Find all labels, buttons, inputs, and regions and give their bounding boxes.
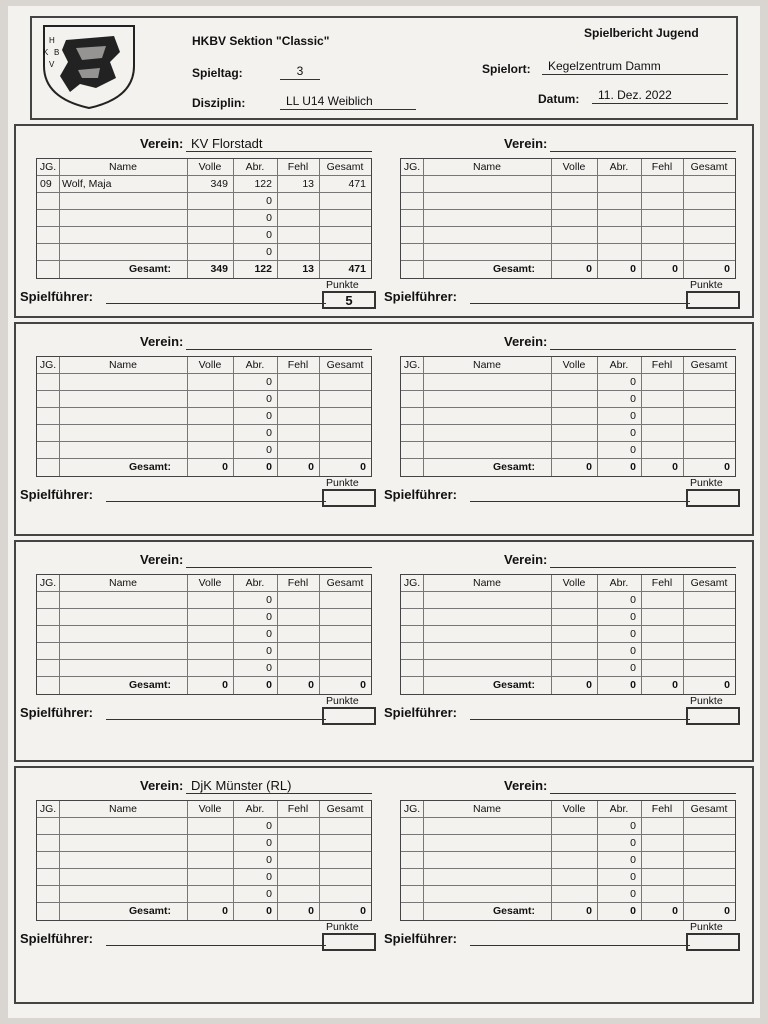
table-row-line xyxy=(37,192,371,193)
cell-abr[interactable]: 0 xyxy=(266,871,272,883)
logo-letter-k: K xyxy=(43,48,49,57)
verein-name-field[interactable] xyxy=(550,334,736,350)
punkte-label: Punkte xyxy=(326,477,359,489)
table-row-line xyxy=(401,591,735,592)
total-gesamt: 0 xyxy=(360,905,366,917)
total-volle: 0 xyxy=(586,679,592,691)
table-row-line xyxy=(401,659,735,660)
gesamt-row-label: Gesamt: xyxy=(129,679,172,691)
gesamt-row-label: Gesamt: xyxy=(493,461,536,473)
table-row-line xyxy=(37,260,371,261)
table-col-line xyxy=(683,357,684,476)
table-col-line xyxy=(551,357,552,476)
spielfuehrer-signature-line[interactable] xyxy=(470,945,690,946)
table-row-line xyxy=(37,676,371,677)
column-header-fehl: Fehl xyxy=(287,577,309,589)
table-row-line xyxy=(401,260,735,261)
column-header-name: Name xyxy=(472,577,501,589)
cell-abr[interactable]: 0 xyxy=(630,611,636,623)
table-row-line xyxy=(401,226,735,227)
table-row-line xyxy=(401,834,735,835)
spieltag-label: Spieltag: xyxy=(192,66,243,80)
cell-abr[interactable]: 0 xyxy=(630,594,636,606)
total-gesamt: 0 xyxy=(724,679,730,691)
table-row-line xyxy=(401,243,735,244)
spielfuehrer-label: Spielführer: xyxy=(384,705,457,720)
column-header-abr: Abr. xyxy=(609,577,629,589)
spielfuehrer-signature-line[interactable] xyxy=(106,303,326,304)
column-header-jg: JG. xyxy=(403,803,421,815)
verein-label: Verein: xyxy=(140,136,184,151)
verein-name-field[interactable]: KV Florstadt xyxy=(186,136,372,152)
column-header-fehl: Fehl xyxy=(287,161,309,173)
spielfuehrer-signature-line[interactable] xyxy=(106,945,326,946)
total-abr: 0 xyxy=(630,461,636,473)
punkte-box[interactable] xyxy=(686,291,740,309)
cell-abr[interactable]: 0 xyxy=(630,837,636,849)
table-col-line xyxy=(423,159,424,278)
punkte-label: Punkte xyxy=(326,921,359,933)
hkbv-logo xyxy=(36,22,141,110)
table-col-line xyxy=(59,801,60,920)
spielfuehrer-label: Spielführer: xyxy=(384,289,457,304)
spielfuehrer-label: Spielführer: xyxy=(20,487,93,502)
table-row-line xyxy=(401,373,735,374)
table-col-line xyxy=(59,575,60,694)
punkte-label: Punkte xyxy=(326,695,359,707)
verein-label: Verein: xyxy=(504,778,548,793)
cell-abr[interactable]: 0 xyxy=(630,628,636,640)
column-header-abr: Abr. xyxy=(245,161,265,173)
table-col-line xyxy=(641,801,642,920)
spieltag-value: 3 xyxy=(280,64,320,80)
total-abr: 0 xyxy=(266,679,272,691)
cell-abr[interactable]: 122 xyxy=(254,178,272,190)
total-fehl: 0 xyxy=(308,905,314,917)
column-header-jg: JG. xyxy=(403,577,421,589)
cell-jg[interactable]: 09 xyxy=(40,178,52,190)
table-row-line xyxy=(401,209,735,210)
cell-abr[interactable]: 0 xyxy=(266,888,272,900)
table-row-line xyxy=(37,243,371,244)
table-row-line xyxy=(37,625,371,626)
total-gesamt: 0 xyxy=(360,679,366,691)
table-col-line xyxy=(597,801,598,920)
total-gesamt: 0 xyxy=(724,905,730,917)
total-fehl: 0 xyxy=(672,461,678,473)
table-col-line xyxy=(187,801,188,920)
column-header-abr: Abr. xyxy=(609,161,629,173)
cell-abr[interactable]: 0 xyxy=(266,662,272,674)
cell-abr[interactable]: 0 xyxy=(630,820,636,832)
score-table xyxy=(36,356,372,477)
column-header-jg: JG. xyxy=(39,577,57,589)
punkte-box[interactable] xyxy=(322,489,376,507)
table-row-line xyxy=(37,226,371,227)
column-header-volle: Volle xyxy=(198,161,222,173)
table-row-line xyxy=(401,625,735,626)
table-col-line xyxy=(319,575,320,694)
column-header-volle: Volle xyxy=(562,577,586,589)
total-fehl: 0 xyxy=(672,263,678,275)
column-header-jg: JG. xyxy=(403,359,421,371)
table-row-line xyxy=(401,192,735,193)
table-col-line xyxy=(683,575,684,694)
table-col-line xyxy=(233,159,234,278)
table-col-line xyxy=(551,575,552,694)
header-title: HKBV Sektion "Classic" xyxy=(192,34,330,48)
table-col-line xyxy=(683,801,684,920)
disziplin-label: Disziplin: xyxy=(192,96,246,110)
gesamt-row-label: Gesamt: xyxy=(493,263,536,275)
table-row-line xyxy=(37,209,371,210)
spielfuehrer-label: Spielführer: xyxy=(384,931,457,946)
cell-abr[interactable]: 0 xyxy=(266,820,272,832)
total-abr: 122 xyxy=(254,263,272,275)
table-col-line xyxy=(551,801,552,920)
column-header-name: Name xyxy=(108,577,137,589)
column-header-name: Name xyxy=(108,161,137,173)
table-row-line xyxy=(37,424,371,425)
table-row-line xyxy=(37,458,371,459)
cell-fehl[interactable]: 13 xyxy=(302,178,314,190)
total-fehl: 13 xyxy=(302,263,314,275)
column-header-abr: Abr. xyxy=(245,803,265,815)
verein-name-field[interactable] xyxy=(550,136,736,152)
score-table xyxy=(400,158,736,279)
cell-abr[interactable]: 0 xyxy=(266,854,272,866)
table-col-line xyxy=(277,357,278,476)
total-volle: 0 xyxy=(222,679,228,691)
spielort-value: Kegelzentrum Damm xyxy=(542,59,728,75)
cell-abr[interactable]: 0 xyxy=(630,645,636,657)
table-col-line xyxy=(187,357,188,476)
total-volle: 0 xyxy=(586,905,592,917)
disziplin-value: LL U14 Weiblich xyxy=(280,94,416,110)
verein-name-field[interactable]: DjK Münster (RL) xyxy=(186,778,372,794)
cell-abr[interactable]: 0 xyxy=(266,645,272,657)
total-volle: 0 xyxy=(586,461,592,473)
verein-name-field[interactable] xyxy=(550,552,736,568)
punkte-box[interactable] xyxy=(322,933,376,951)
total-abr: 0 xyxy=(266,461,272,473)
section-box xyxy=(14,322,754,536)
column-header-volle: Volle xyxy=(562,161,586,173)
verein-label: Verein: xyxy=(140,334,184,349)
total-volle: 0 xyxy=(222,461,228,473)
score-table xyxy=(400,574,736,695)
table-row-line xyxy=(401,676,735,677)
cell-abr[interactable]: 0 xyxy=(266,444,272,456)
total-volle: 0 xyxy=(222,905,228,917)
table-col-line xyxy=(423,575,424,694)
column-header-jg: JG. xyxy=(403,161,421,173)
spielfuehrer-label: Spielführer: xyxy=(20,931,93,946)
column-header-fehl: Fehl xyxy=(287,803,309,815)
punkte-label: Punkte xyxy=(326,279,359,291)
punkte-box[interactable] xyxy=(686,489,740,507)
table-row-line xyxy=(37,851,371,852)
punkte-label: Punkte xyxy=(690,477,723,489)
spielfuehrer-signature-line[interactable] xyxy=(106,501,326,502)
punkte-box[interactable] xyxy=(686,933,740,951)
total-volle: 0 xyxy=(586,263,592,275)
column-header-fehl: Fehl xyxy=(287,359,309,371)
datum-label: Datum: xyxy=(538,92,580,106)
cell-abr[interactable]: 0 xyxy=(630,871,636,883)
table-col-line xyxy=(59,357,60,476)
score-table xyxy=(400,356,736,477)
column-header-fehl: Fehl xyxy=(651,577,673,589)
punkte-label: Punkte xyxy=(690,695,723,707)
table-row-line xyxy=(401,642,735,643)
table-col-line xyxy=(319,801,320,920)
cell-abr[interactable]: 0 xyxy=(266,376,272,388)
table-row-line xyxy=(37,390,371,391)
column-header-fehl: Fehl xyxy=(651,161,673,173)
table-row-line xyxy=(37,175,371,176)
punkte-label: Punkte xyxy=(690,279,723,291)
cell-volle[interactable]: 349 xyxy=(210,178,228,190)
table-row-line xyxy=(37,885,371,886)
column-header-gesamt: Gesamt xyxy=(690,577,728,589)
verein-name-field[interactable] xyxy=(550,778,736,794)
total-fehl: 0 xyxy=(308,679,314,691)
score-table xyxy=(400,800,736,921)
cell-gesamt[interactable]: 471 xyxy=(348,178,366,190)
cell-abr[interactable]: 0 xyxy=(266,410,272,422)
cell-abr[interactable]: 0 xyxy=(266,229,272,241)
logo-letter-h: H xyxy=(49,36,55,45)
spielfuehrer-signature-line[interactable] xyxy=(470,719,690,720)
verein-name-field[interactable] xyxy=(186,334,372,350)
cell-abr[interactable]: 0 xyxy=(630,888,636,900)
total-abr: 0 xyxy=(266,905,272,917)
table-row-line xyxy=(401,851,735,852)
section-box xyxy=(14,540,754,762)
column-header-jg: JG. xyxy=(39,161,57,173)
table-col-line xyxy=(233,357,234,476)
verein-label: Verein: xyxy=(504,552,548,567)
spielfuehrer-signature-line[interactable] xyxy=(470,501,690,502)
gesamt-row-label: Gesamt: xyxy=(493,679,536,691)
table-row-line xyxy=(401,868,735,869)
table-col-line xyxy=(597,575,598,694)
column-header-fehl: Fehl xyxy=(651,803,673,815)
table-row-line xyxy=(401,175,735,176)
total-fehl: 0 xyxy=(672,905,678,917)
total-gesamt: 471 xyxy=(348,263,366,275)
column-header-gesamt: Gesamt xyxy=(326,359,364,371)
table-row-line xyxy=(401,424,735,425)
table-row-line xyxy=(37,591,371,592)
column-header-name: Name xyxy=(472,359,501,371)
total-fehl: 0 xyxy=(308,461,314,473)
table-col-line xyxy=(641,357,642,476)
column-header-name: Name xyxy=(472,803,501,815)
cell-abr[interactable]: 0 xyxy=(630,393,636,405)
table-row-line xyxy=(401,902,735,903)
column-header-name: Name xyxy=(472,161,501,173)
table-row-line xyxy=(37,608,371,609)
cell-abr[interactable]: 0 xyxy=(630,376,636,388)
verein-label: Verein: xyxy=(504,334,548,349)
table-col-line xyxy=(641,159,642,278)
spielfuehrer-signature-line[interactable] xyxy=(470,303,690,304)
verein-label: Verein: xyxy=(140,778,184,793)
column-header-volle: Volle xyxy=(198,577,222,589)
punkte-box[interactable] xyxy=(686,707,740,725)
table-col-line xyxy=(187,575,188,694)
header-box xyxy=(30,16,738,120)
verein-label: Verein: xyxy=(140,552,184,567)
cell-name[interactable]: Wolf, Maja xyxy=(62,178,112,190)
cell-abr[interactable]: 0 xyxy=(630,662,636,674)
table-col-line xyxy=(187,159,188,278)
column-header-abr: Abr. xyxy=(609,803,629,815)
table-row-line xyxy=(37,441,371,442)
cell-abr[interactable]: 0 xyxy=(266,628,272,640)
column-header-gesamt: Gesamt xyxy=(326,803,364,815)
section-box xyxy=(14,124,754,318)
spielfuehrer-label: Spielführer: xyxy=(20,289,93,304)
column-header-volle: Volle xyxy=(562,359,586,371)
table-row-line xyxy=(401,458,735,459)
column-header-abr: Abr. xyxy=(609,359,629,371)
table-col-line xyxy=(597,159,598,278)
verein-name-field[interactable] xyxy=(186,552,372,568)
total-abr: 0 xyxy=(630,905,636,917)
table-col-line xyxy=(277,575,278,694)
score-table xyxy=(36,574,372,695)
column-header-gesamt: Gesamt xyxy=(690,803,728,815)
table-row-line xyxy=(401,817,735,818)
spielfuehrer-label: Spielführer: xyxy=(20,705,93,720)
table-col-line xyxy=(597,357,598,476)
spielfuehrer-signature-line[interactable] xyxy=(106,719,326,720)
column-header-gesamt: Gesamt xyxy=(690,161,728,173)
table-col-line xyxy=(423,357,424,476)
punkte-label: Punkte xyxy=(690,921,723,933)
score-table xyxy=(36,800,372,921)
table-row-line xyxy=(401,407,735,408)
total-fehl: 0 xyxy=(672,679,678,691)
table-col-line xyxy=(277,801,278,920)
table-row-line xyxy=(37,407,371,408)
column-header-name: Name xyxy=(108,359,137,371)
spielort-label: Spielort: xyxy=(482,62,531,76)
table-col-line xyxy=(641,575,642,694)
column-header-jg: JG. xyxy=(39,359,57,371)
column-header-volle: Volle xyxy=(198,359,222,371)
column-header-abr: Abr. xyxy=(245,577,265,589)
logo-letter-b: B xyxy=(54,48,60,57)
table-row-line xyxy=(401,441,735,442)
table-row-line xyxy=(37,817,371,818)
total-abr: 0 xyxy=(630,263,636,275)
table-row-line xyxy=(37,659,371,660)
cell-abr[interactable]: 0 xyxy=(266,427,272,439)
cell-abr[interactable]: 0 xyxy=(266,393,272,405)
spielfuehrer-label: Spielführer: xyxy=(384,487,457,502)
gesamt-row-label: Gesamt: xyxy=(129,461,172,473)
table-col-line xyxy=(423,801,424,920)
cell-abr[interactable]: 0 xyxy=(630,854,636,866)
table-row-line xyxy=(401,390,735,391)
cell-abr[interactable]: 0 xyxy=(266,594,272,606)
total-gesamt: 0 xyxy=(724,461,730,473)
datum-value: 11. Dez. 2022 xyxy=(592,88,728,104)
table-row-line xyxy=(37,868,371,869)
report-type: Spielbericht Jugend xyxy=(584,26,699,40)
punkte-box[interactable] xyxy=(322,707,376,725)
table-row-line xyxy=(37,902,371,903)
table-col-line xyxy=(683,159,684,278)
table-row-line xyxy=(37,834,371,835)
table-row-line xyxy=(37,642,371,643)
cell-abr[interactable]: 0 xyxy=(630,427,636,439)
table-col-line xyxy=(551,159,552,278)
gesamt-row-label: Gesamt: xyxy=(129,905,172,917)
punkte-box[interactable]: 5 xyxy=(322,291,376,309)
column-header-gesamt: Gesamt xyxy=(690,359,728,371)
total-gesamt: 0 xyxy=(724,263,730,275)
table-col-line xyxy=(319,159,320,278)
gesamt-row-label: Gesamt: xyxy=(493,905,536,917)
total-volle: 349 xyxy=(210,263,228,275)
column-header-volle: Volle xyxy=(198,803,222,815)
table-row-line xyxy=(37,373,371,374)
total-gesamt: 0 xyxy=(360,461,366,473)
section-box xyxy=(14,766,754,1004)
cell-abr[interactable]: 0 xyxy=(266,611,272,623)
column-header-volle: Volle xyxy=(562,803,586,815)
table-col-line xyxy=(233,801,234,920)
table-col-line xyxy=(59,159,60,278)
column-header-gesamt: Gesamt xyxy=(326,577,364,589)
column-header-gesamt: Gesamt xyxy=(326,161,364,173)
table-col-line xyxy=(319,357,320,476)
column-header-name: Name xyxy=(108,803,137,815)
cell-abr[interactable]: 0 xyxy=(266,837,272,849)
table-col-line xyxy=(233,575,234,694)
verein-label: Verein: xyxy=(504,136,548,151)
gesamt-row-label: Gesamt: xyxy=(129,263,172,275)
column-header-abr: Abr. xyxy=(245,359,265,371)
table-row-line xyxy=(401,885,735,886)
cell-abr[interactable]: 0 xyxy=(630,410,636,422)
column-header-fehl: Fehl xyxy=(651,359,673,371)
cell-abr[interactable]: 0 xyxy=(630,444,636,456)
table-row-line xyxy=(401,608,735,609)
logo-letter-v: V xyxy=(49,60,55,69)
table-col-line xyxy=(277,159,278,278)
total-abr: 0 xyxy=(630,679,636,691)
score-table xyxy=(36,158,372,279)
cell-abr[interactable]: 0 xyxy=(266,195,272,207)
cell-abr[interactable]: 0 xyxy=(266,212,272,224)
cell-abr[interactable]: 0 xyxy=(266,246,272,258)
column-header-jg: JG. xyxy=(39,803,57,815)
